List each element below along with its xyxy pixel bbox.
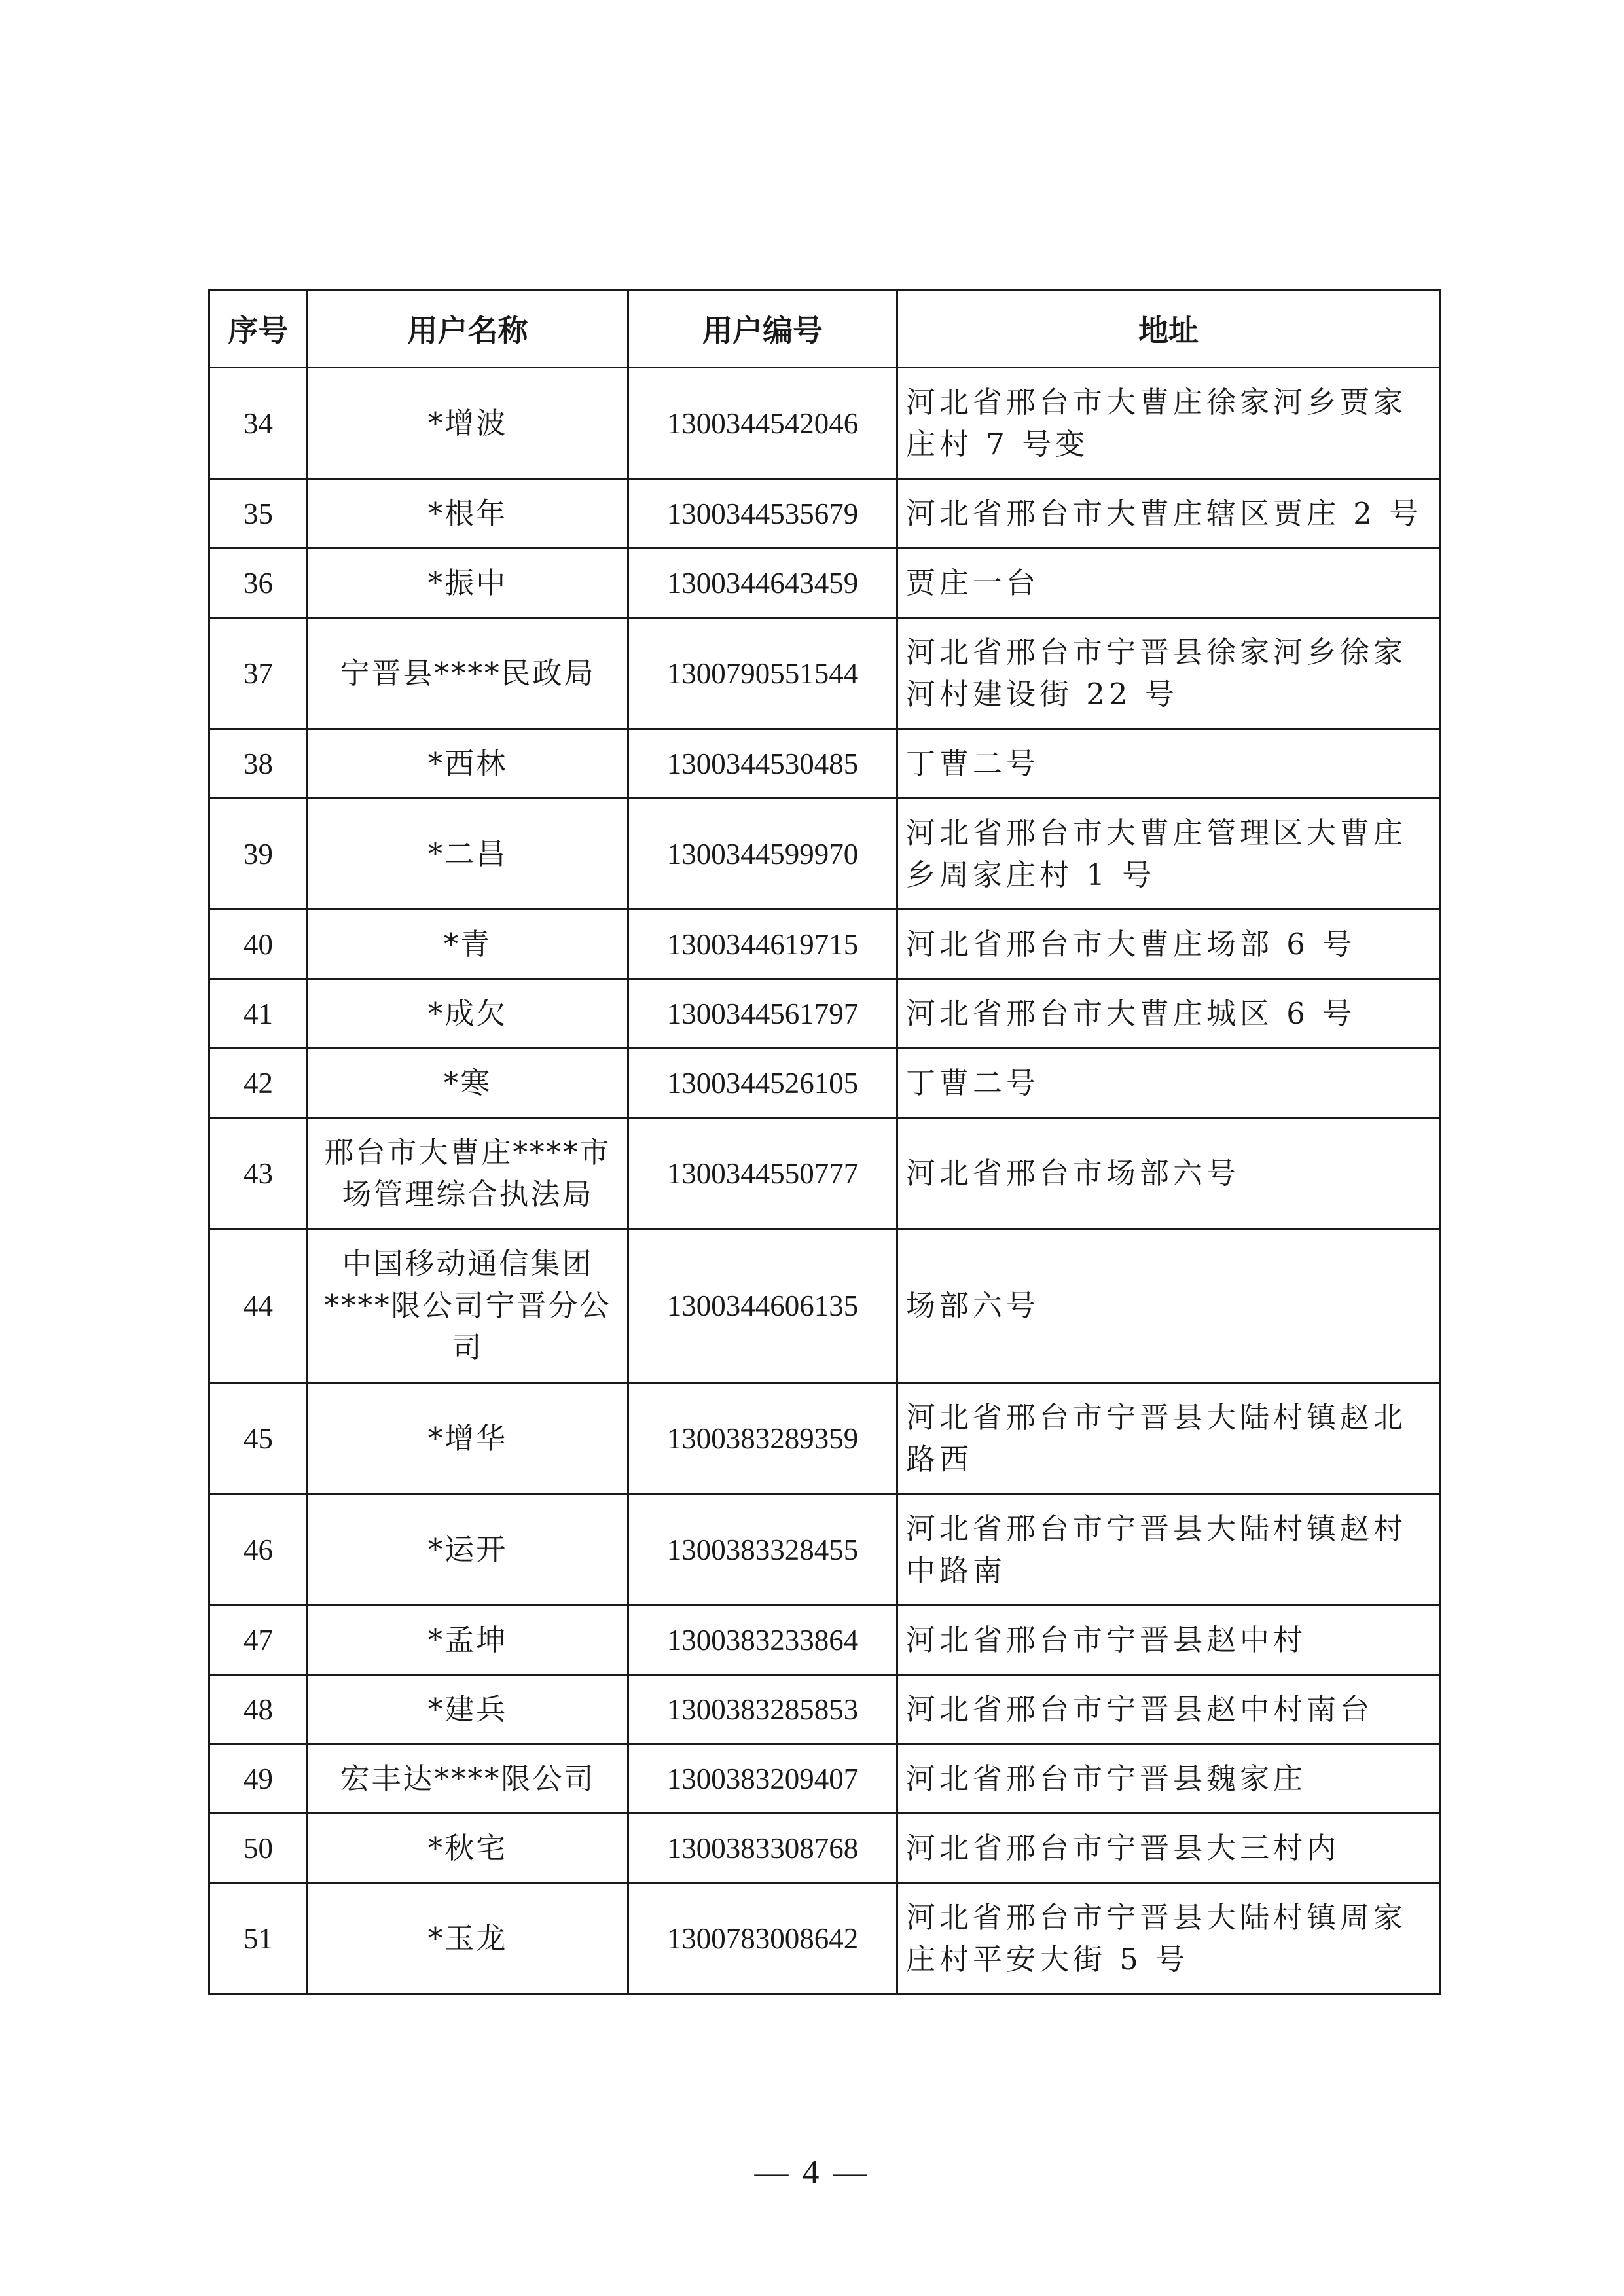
table-row [209, 1744, 1440, 1814]
cell-address: 河北省邢台市宁晋县魏家庄 [897, 1744, 1440, 1814]
cell-address: 河北省邢台市宁晋县大陆村镇赵北路西 [897, 1383, 1440, 1494]
cell-name: 宏丰达****限公司 [308, 1744, 628, 1814]
cell-address: 河北省邢台市大曹庄徐家河乡贾家庄村 7 号变 [897, 368, 1440, 479]
cell-seq: 43 [209, 1118, 308, 1229]
cell-id: 1300344542046 [628, 368, 897, 479]
cell-name: *增华 [308, 1383, 628, 1494]
cell-address: 河北省邢台市大曹庄城区 6 号 [897, 979, 1440, 1049]
cell-id: 1300383209407 [628, 1744, 897, 1814]
cell-id: 1300383233864 [628, 1605, 897, 1675]
table-row [209, 368, 1440, 479]
cell-name: *玉龙 [308, 1883, 628, 1994]
table-row [209, 1049, 1440, 1118]
cell-id: 1300344561797 [628, 979, 897, 1049]
cell-address: 河北省邢台市大曹庄场部 6 号 [897, 910, 1440, 979]
table-row [209, 729, 1440, 798]
cell-seq: 47 [209, 1605, 308, 1675]
cell-seq: 51 [209, 1883, 308, 1994]
cell-seq: 38 [209, 729, 308, 798]
cell-id: 1300344619715 [628, 910, 897, 979]
cell-name: *秋宅 [308, 1814, 628, 1883]
cell-address: 河北省邢台市宁晋县赵中村南台 [897, 1675, 1440, 1744]
cell-id: 1300383308768 [628, 1814, 897, 1883]
cell-address: 河北省邢台市宁晋县徐家河乡徐家河村建设街 22 号 [897, 618, 1440, 729]
table-row [209, 1883, 1440, 1994]
user-table [208, 289, 1441, 1995]
cell-name: *建兵 [308, 1675, 628, 1744]
cell-seq: 46 [209, 1494, 308, 1605]
cell-address: 河北省邢台市大曹庄管理区大曹庄乡周家庄村 1 号 [897, 798, 1440, 910]
cell-id: 1300344606135 [628, 1229, 897, 1383]
cell-address: 河北省邢台市宁晋县赵中村 [897, 1605, 1440, 1675]
cell-id: 1300383289359 [628, 1383, 897, 1494]
cell-address: 河北省邢台市宁晋县大陆村镇赵村中路南 [897, 1494, 1440, 1605]
table-row [209, 548, 1440, 618]
table-row [209, 1118, 1440, 1229]
cell-seq: 50 [209, 1814, 308, 1883]
cell-name: 宁晋县****民政局 [308, 618, 628, 729]
table-row [209, 1605, 1440, 1675]
cell-address: 贾庄一台 [897, 548, 1440, 618]
cell-address: 河北省邢台市场部六号 [897, 1118, 1440, 1229]
table-row [209, 910, 1440, 979]
cell-name: *振中 [308, 548, 628, 618]
table-row [209, 1494, 1440, 1605]
table-row [209, 1675, 1440, 1744]
cell-address: 河北省邢台市宁晋县大陆村镇周家庄村平安大街 5 号 [897, 1883, 1440, 1994]
cell-address: 丁曹二号 [897, 1049, 1440, 1118]
cell-id: 1300344643459 [628, 548, 897, 618]
table-row [209, 798, 1440, 910]
cell-seq: 44 [209, 1229, 308, 1383]
cell-id: 1300344535679 [628, 479, 897, 548]
cell-address: 场部六号 [897, 1229, 1440, 1383]
cell-seq: 35 [209, 479, 308, 548]
cell-id: 1300344550777 [628, 1118, 897, 1229]
cell-name: *寒 [308, 1049, 628, 1118]
cell-name: *成欠 [308, 979, 628, 1049]
cell-seq: 49 [209, 1744, 308, 1814]
table-row [209, 1814, 1440, 1883]
cell-name: *孟坤 [308, 1605, 628, 1675]
cell-seq: 40 [209, 910, 308, 979]
cell-address: 河北省邢台市宁晋县大三村内 [897, 1814, 1440, 1883]
cell-id: 1300383328455 [628, 1494, 897, 1605]
cell-address: 丁曹二号 [897, 729, 1440, 798]
table-header-row [209, 290, 1440, 368]
cell-id: 1300783008642 [628, 1883, 897, 1994]
header-seq: 序号 [209, 290, 308, 368]
page-number: — 4 — [754, 2154, 870, 2191]
cell-address: 河北省邢台市大曹庄辖区贾庄 2 号 [897, 479, 1440, 548]
table-row [209, 979, 1440, 1049]
table-row [209, 618, 1440, 729]
cell-seq: 48 [209, 1675, 308, 1744]
cell-name: 中国移动通信集团****限公司宁晋分公司 [308, 1229, 628, 1383]
cell-name: *西林 [308, 729, 628, 798]
cell-seq: 36 [209, 548, 308, 618]
cell-id: 1300383285853 [628, 1675, 897, 1744]
cell-name: *运开 [308, 1494, 628, 1605]
cell-seq: 37 [209, 618, 308, 729]
cell-name: *根年 [308, 479, 628, 548]
table-row [209, 1383, 1440, 1494]
cell-name: *增波 [308, 368, 628, 479]
table-row [209, 479, 1440, 548]
cell-seq: 41 [209, 979, 308, 1049]
cell-seq: 39 [209, 798, 308, 910]
cell-id: 1300790551544 [628, 618, 897, 729]
cell-seq: 45 [209, 1383, 308, 1494]
header-address: 地址 [897, 290, 1440, 368]
cell-id: 1300344526105 [628, 1049, 897, 1118]
header-id: 用户编号 [628, 290, 897, 368]
cell-seq: 42 [209, 1049, 308, 1118]
cell-name: 邢台市大曹庄****市场管理综合执法局 [308, 1118, 628, 1229]
cell-name: *青 [308, 910, 628, 979]
cell-seq: 34 [209, 368, 308, 479]
cell-name: *二昌 [308, 798, 628, 910]
header-name: 用户名称 [308, 290, 628, 368]
cell-id: 1300344530485 [628, 729, 897, 798]
table-row [209, 1229, 1440, 1383]
cell-id: 1300344599970 [628, 798, 897, 910]
